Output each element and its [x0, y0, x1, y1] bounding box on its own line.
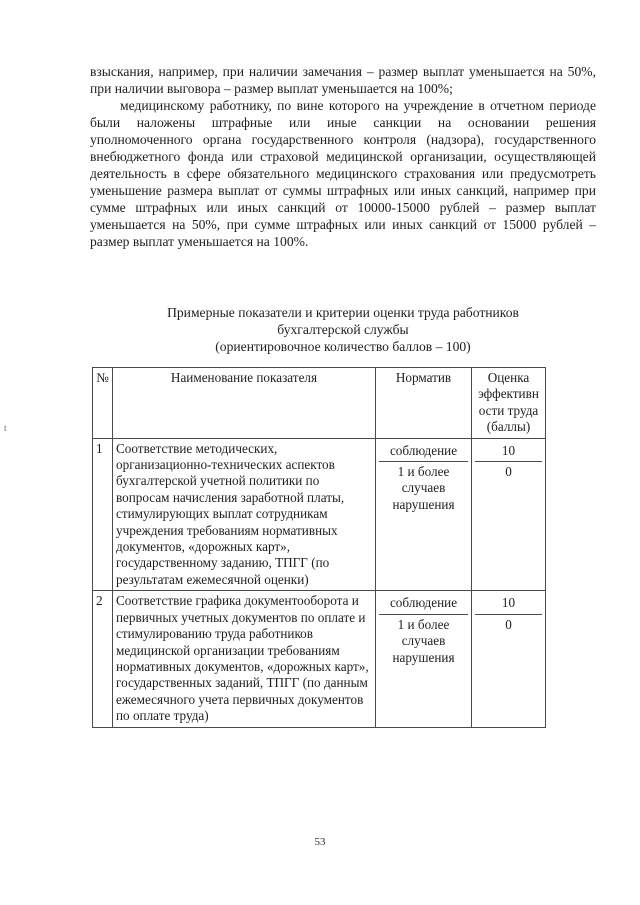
norm-bad: 1 и более случаев нарушения [392, 464, 455, 512]
row-norm [376, 591, 472, 727]
row-num: 2 [93, 591, 113, 727]
row-score [472, 438, 546, 591]
heading-line-1: Примерные показатели и критерии оценки труда работников [167, 305, 519, 320]
norm-bad: 1 и более случаев нарушения [392, 616, 455, 665]
row-num: 1 [93, 438, 113, 591]
heading-line-2: бухгалтерской службы [277, 322, 409, 337]
heading-line-3: (ориентировочное количество баллов – 100) [215, 339, 471, 354]
row-name: Соответствие графика документооборота и первичных учетных документов по оплате и стимулированию труда работников медицинской организации требованиям нормативных документов, «дорожных карт», государственных заданий, ТПГГ (по данным ежемесячного учета первичных документов по оплате труда) [113, 591, 376, 727]
score-bad: 0 [505, 464, 512, 480]
intro-paragraph-2: медицинскому работнику, по вине которого на учреждение в отчетном периоде были наложены штрафные или иные санкции на основании решения уполномоченного органа государственного контроля (надзора), государственного внебюджетного фонда или страховой медицинской организации, осуществляющей деятельность в сфере обязательного медицинского страхования или предусмотреть уменьшение размера выплат от суммы штрафных или иных санкций, например при сумме штрафных или иных санкций от 10000-15000 рублей – размер выплат уменьшается на 50%, при сумме штрафных или иных санкций от 15000 рублей – размер выплат уменьшается на 100%. [90, 98, 596, 249]
row-name: Соответствие методических, организационно-технических аспектов бухгалтерской учетной политики по вопросам начисления заработной платы, стимулирующих выплат сотрудникам учреждения требованиям нормативных документов, «дорожных карт», государственному заданию, ТПГГ (по результатам ежемесячной оценки) [113, 438, 376, 591]
score-ok: 10 [475, 593, 542, 614]
header-name: Наименование показателя [113, 368, 376, 439]
intro-paragraph-1: взыскания, например, при наличии замечания – размер выплат уменьшается на 50%, при наличии выговора – размер выплат уменьшается на 100%; [90, 64, 596, 96]
norm-ok: соблюдение [379, 441, 468, 462]
row-score [472, 591, 546, 727]
intro-text [90, 63, 596, 250]
section-heading [90, 304, 596, 355]
score-bad: 0 [505, 616, 512, 632]
norm-ok: соблюдение [379, 593, 468, 614]
table-row [93, 591, 546, 727]
header-norm: Норматив [376, 368, 472, 439]
row-norm [376, 438, 472, 591]
header-num: № [93, 368, 113, 439]
margin-mark: t [4, 423, 7, 433]
header-score: Оценка эффективн ости труда (баллы) [472, 368, 546, 439]
score-ok: 10 [475, 441, 542, 462]
criteria-table [92, 367, 546, 728]
table-header-row [93, 368, 546, 439]
table-row [93, 438, 546, 591]
page-number: 53 [314, 836, 326, 848]
